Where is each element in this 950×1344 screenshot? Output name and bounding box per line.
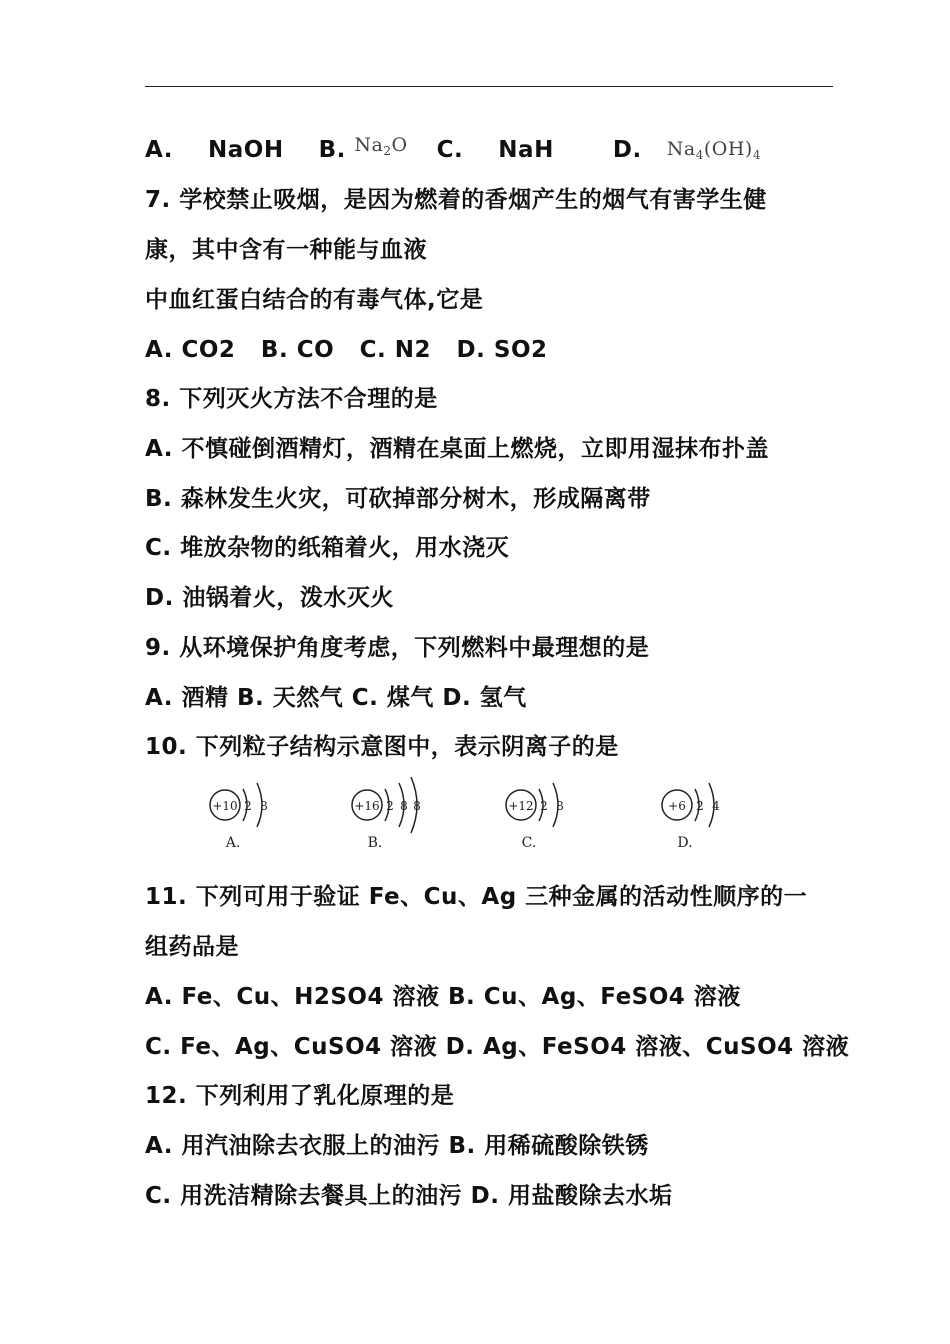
q6-option-d-label: D.	[612, 137, 642, 163]
q10-stem: 10. 下列粒子结构示意图中，表示阴离子的是	[145, 734, 619, 760]
q6-b-element: Na	[354, 134, 384, 156]
q6-option-b-label: B.	[318, 137, 346, 163]
atom-a-shell-1-count: 2	[244, 799, 252, 813]
q8-option-c: C. 堆放杂物的纸箱着火，用水浇灭	[145, 535, 510, 561]
q9-stem: 9. 从环境保护角度考虑，下列燃料中最理想的是	[145, 635, 650, 661]
atom-diagram-c-svg	[501, 775, 591, 855]
atom-c-nucleus-charge: +12	[508, 799, 534, 813]
q11-options-cd: C. Fe、Ag、CuSO4 溶液 D. Ag、FeSO4 溶液、CuSO4 溶液	[145, 1034, 850, 1060]
q11-stem-line-1: 11. 下列可用于验证 Fe、Cu、Ag 三种金属的活动性顺序的一	[145, 884, 808, 910]
atom-a-label: A.	[225, 835, 241, 851]
atom-d-nucleus-charge: +6	[668, 799, 686, 813]
atom-b-label: B.	[367, 835, 383, 851]
q6-d-subscript-1: 4	[695, 148, 704, 162]
q8-option-d: D. 油锅着火，泼水灭火	[145, 585, 394, 611]
atom-diagram-d	[657, 775, 747, 855]
q7-stem-line-3: 中血红蛋白结合的有毒气体,它是	[145, 287, 484, 313]
header-rule	[145, 86, 833, 87]
q6-option-c-text: NaH	[498, 137, 554, 163]
atom-diagram-c	[501, 775, 591, 855]
atom-diagram-a-svg	[205, 775, 295, 855]
atom-diagram-b-svg	[347, 775, 437, 855]
q11-options-ab: A. Fe、Cu、H2SO4 溶液 B. Cu、Ag、FeSO4 溶液	[145, 984, 741, 1010]
atom-diagram-a	[205, 775, 295, 855]
q7-options: A. CO2 B. CO C. N2 D. SO2	[145, 337, 548, 363]
q8-option-a: A. 不慎碰倒酒精灯，酒精在桌面上燃烧，立即用湿抹布扑盖	[145, 436, 769, 462]
atom-a-shell-2-count: 8	[260, 799, 268, 813]
q6-option-c-label: C.	[436, 137, 464, 163]
q6-options	[145, 136, 761, 171]
q6-b-subscript: 2	[383, 144, 392, 158]
q8-stem: 8. 下列灭火方法不合理的是	[145, 386, 438, 412]
q6-option-d-formula	[667, 138, 761, 160]
q12-options-ab: A. 用汽油除去衣服上的油污 B. 用稀硫酸除铁锈	[145, 1133, 649, 1159]
q12-options-cd: C. 用洗洁精除去餐具上的油污 D. 用盐酸除去水垢	[145, 1183, 673, 1209]
q10-atom-diagrams	[195, 775, 755, 855]
q7-stem-line-1: 7. 学校禁止吸烟，是因为燃着的香烟产生的烟气有害学生健	[145, 187, 767, 213]
q6-b-tail: O	[391, 134, 408, 156]
atom-diagram-b	[347, 775, 437, 855]
q6-d-group: (OH)	[703, 138, 753, 160]
atom-d-label: D.	[677, 835, 693, 851]
atom-b-shell-2-count: 8	[400, 799, 408, 813]
q6-d-subscript-2: 4	[752, 148, 761, 162]
q6-option-a-text: NaOH	[208, 137, 284, 163]
atom-d-shell-1-count: 2	[696, 799, 704, 813]
q6-d-element: Na	[666, 138, 696, 160]
atom-b-nucleus-charge: +16	[354, 799, 380, 813]
atom-c-label: C.	[521, 835, 537, 851]
atom-c-shell-1-count: 2	[540, 799, 548, 813]
q9-options: A. 酒精 B. 天然气 C. 煤气 D. 氢气	[145, 685, 527, 711]
atom-a-nucleus-charge: +10	[212, 799, 238, 813]
atom-c-shell-2-count: 8	[556, 799, 564, 813]
atom-diagram-d-svg	[657, 775, 747, 855]
atom-b-shell-1-count: 2	[386, 799, 394, 813]
q7-stem-line-2: 康，其中含有一种能与血液	[145, 237, 427, 263]
q12-stem: 12. 下列利用了乳化原理的是	[145, 1083, 455, 1109]
q6-option-b-formula	[354, 134, 414, 156]
q11-stem-line-2: 组药品是	[145, 934, 239, 960]
q6-option-a-label: A.	[145, 137, 173, 163]
q8-option-b: B. 森林发生火灾，可砍掉部分树木，形成隔离带	[145, 486, 651, 512]
atom-b-shell-3-count: 8	[413, 799, 421, 813]
atom-d-shell-2-count: 4	[712, 799, 720, 813]
